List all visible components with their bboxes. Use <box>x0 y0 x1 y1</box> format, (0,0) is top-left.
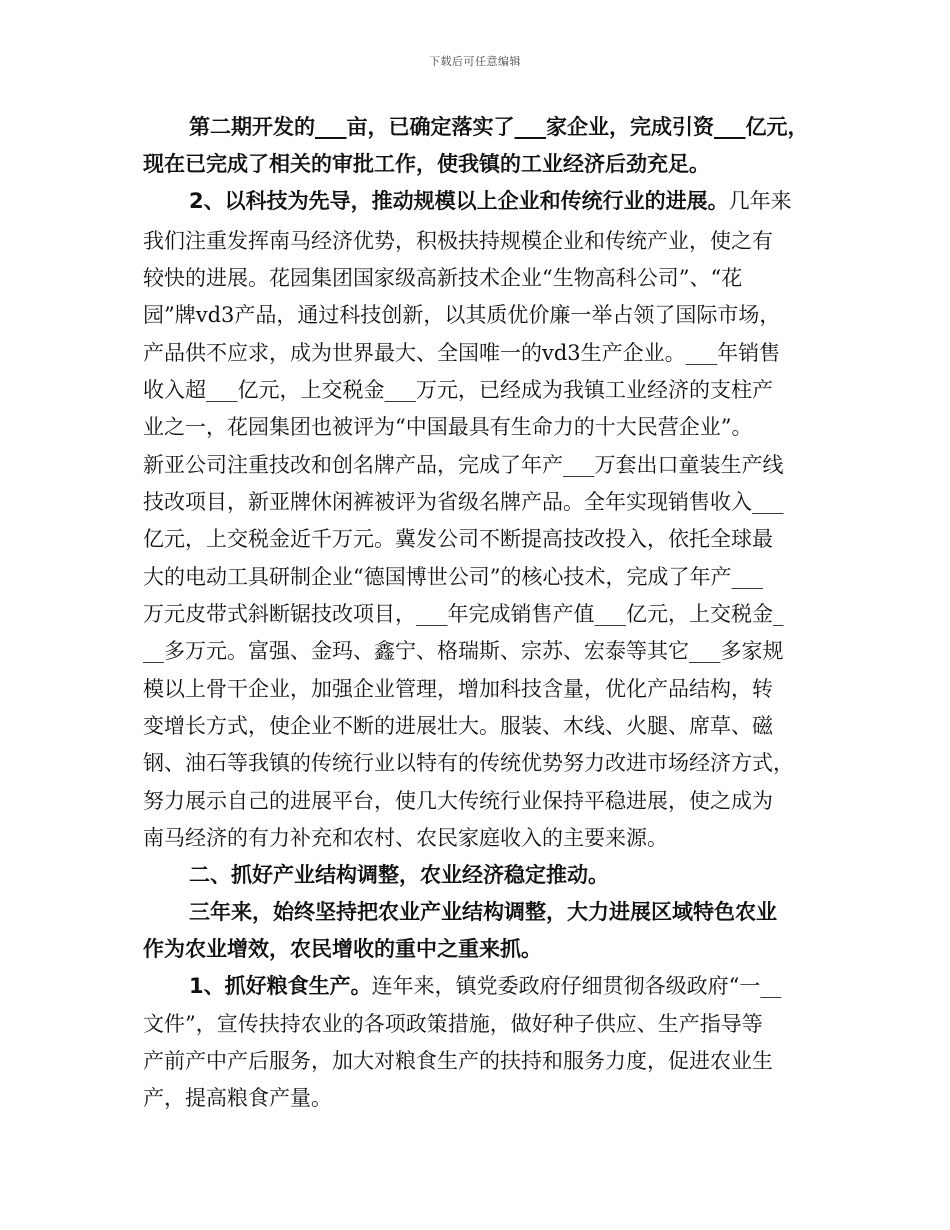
text-line <box>143 483 784 521</box>
text-line <box>143 782 773 820</box>
text-line <box>143 520 773 558</box>
text-line <box>143 145 710 183</box>
body-text: 园”牌vd3产品，通过科技创新，以其质优价廉一举占领了国际市场， <box>143 303 781 327</box>
body-text: 产，提高粮食产量。 <box>143 1086 332 1110</box>
text-line <box>189 182 792 220</box>
text-line <box>189 893 777 931</box>
bold-text: 作为农业增效，农民增收的重中之重来抓。 <box>143 937 542 961</box>
text-line <box>143 632 784 670</box>
bold-text: 三年来，始终坚持把农业产业结构调整，大力进展区域特色农业 <box>189 900 777 924</box>
text-line <box>143 1079 332 1117</box>
body-text: 变增长方式，使企业不断的进展壮大。服装、木线、火腿、席草、磁 <box>143 714 773 738</box>
body-text: __多万元。富强、金玛、鑫宁、格瑞斯、宗苏、宏泰等其它___多家规 <box>143 639 784 663</box>
body-text: 我们注重发挥南马经济优势，积极扶持规模企业和传统产业，使之有 <box>143 229 773 253</box>
body-text: 模以上骨干企业，加强企业管理，增加科技含量，优化产品结构，转 <box>143 677 773 701</box>
text-line <box>189 856 609 894</box>
page-header: 下载后可任意编辑 <box>429 55 521 68</box>
text-line <box>143 558 763 596</box>
bold-text: 1、抓好粮食生产。 <box>189 974 372 998</box>
body-text: 努力展示自己的进展平台，使几大传统行业保持平稳进展，使之成为 <box>143 789 773 813</box>
bold-text: 二、抓好产业结构调整，农业经济稳定推动。 <box>189 863 609 887</box>
body-text: 产前产中产后服务，加大对粮食生产的扶持和服务力度，促进农业生 <box>143 1049 773 1073</box>
text-line <box>189 967 781 1005</box>
bold-text: 第二期开发的___亩，已确定落实了___家企业，完成引资___亿元， <box>189 115 809 139</box>
text-line <box>143 595 784 633</box>
body-text: 收入超___亿元，上交税金___万元，已经成为我镇工业经济的支柱产 <box>143 378 773 402</box>
bold-text: 2、以科技为先导，推动规模以上企业和传统行业的进展。 <box>189 189 729 213</box>
text-line <box>143 670 773 708</box>
text-line <box>143 930 542 968</box>
body-text: 文件”，宣传扶持农业的各项政策措施，做好种子供应、生产指导等 <box>143 1012 763 1036</box>
body-text: 钢、油石等我镇的传统行业以特有的传统优势努力改进市场经济方式， <box>143 751 794 775</box>
text-line <box>143 819 668 857</box>
text-line <box>143 371 773 409</box>
text-line <box>143 296 780 334</box>
text-line <box>143 408 752 446</box>
text-line <box>143 446 784 484</box>
body-text: 万元皮带式斜断锯技改项目，___年完成销售产值___亿元，上交税金_ <box>143 602 784 626</box>
text-line <box>143 744 794 782</box>
body-text: 亿元，上交税金近千万元。冀发公司不断提高技改投入，依托全球最 <box>143 527 773 551</box>
text-line <box>189 108 809 146</box>
text-line <box>143 334 780 372</box>
text-line <box>143 1005 763 1043</box>
body-text: 南马经济的有力补充和农村、农民家庭收入的主要来源。 <box>143 826 668 850</box>
body-text: 业之一，花园集团也被评为“中国最具有生命力的十大民营企业”。 <box>143 415 753 439</box>
body-text: 技改项目，新亚牌休闲裤被评为省级名牌产品。全年实现销售收入___ <box>143 490 784 514</box>
text-line <box>143 707 773 745</box>
bold-text: 现在已完成了相关的审批工作，使我镇的工业经济后劲充足。 <box>143 152 710 176</box>
text-line <box>143 259 742 297</box>
body-text: 产品供不应求，成为世界最大、全国唯一的vd3生产企业。___年销售 <box>143 341 781 365</box>
body-text: 新亚公司注重技改和创名牌产品，完成了年产___万套出口童装生产线 <box>143 453 784 477</box>
text-line <box>143 1042 773 1080</box>
body-text: 几年来 <box>728 189 792 213</box>
body-text: 连年来，镇党委政府仔细贯彻各级政府“一__ <box>371 974 782 998</box>
body-text: 较快的进展。花园集团国家级高新技术企业“生物高科公司”、“花 <box>143 266 743 290</box>
body-text: 大的电动工具研制企业“德国博世公司”的核心技术，完成了年产___ <box>143 565 763 589</box>
text-line <box>143 222 773 260</box>
